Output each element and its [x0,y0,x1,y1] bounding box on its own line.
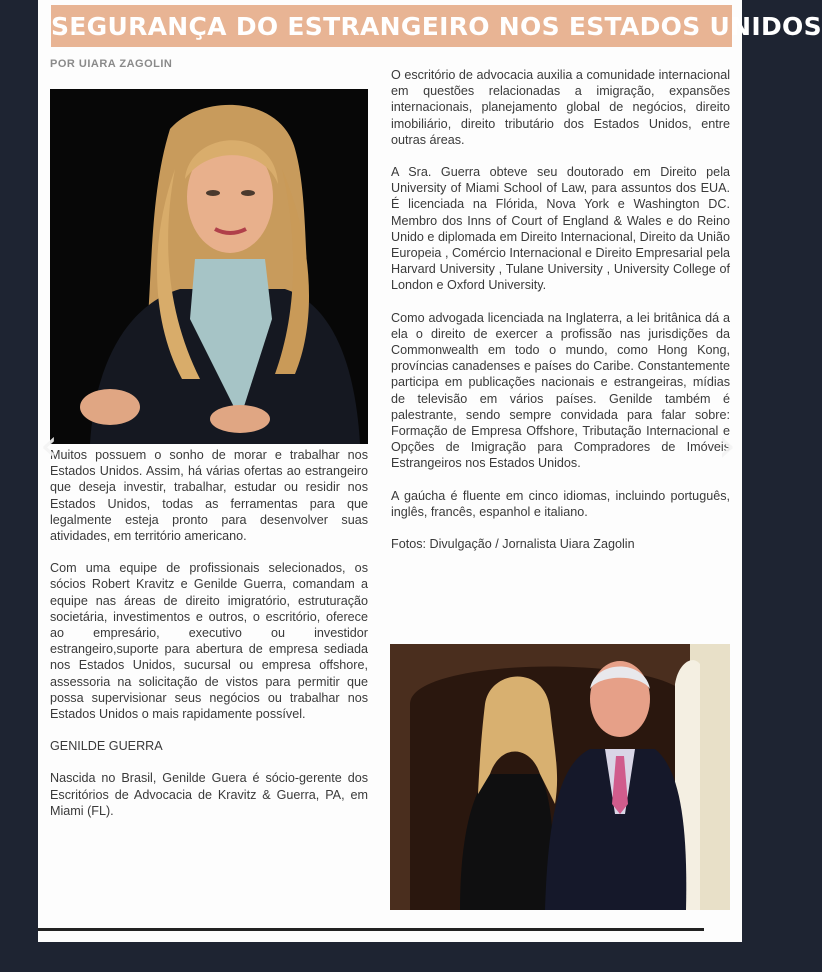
magazine-page [38,0,822,942]
paragraph: A Sra. Guerra obteve seu doutorado em Direito pela University of Miami School of Law, para assuntos dos EUA. É licenciada na Flórida, Nova York e Washington DC. Membro dos Inns of Court of England & Wales e do Reino Unido e diplomada em Direito Internacional, Direito da União Europeia , Comércio Internacional e Direito Empresarial pela Harvard University , Tulane University , University College of London e Oxford University. [391,165,730,293]
event-illustration [390,644,730,910]
section-subheading: GENILDE GUERRA [50,739,163,754]
photo-credit: Fotos: Divulgação / Jornalista Uiara Zagolin [391,537,635,552]
paragraph: Muitos possuem o sonho de morar e trabalhar nos Estados Unidos. Assim, há várias ofertas ao estrangeiro que deseja investir, trabalhar, estudar ou residir nos Estados Unidos, todas as ferramentas para que legalmente esteja pronto para desenvolver suas atividades, em território americano. [50,448,368,544]
portrait-photo [50,89,368,444]
paragraph: Nascida no Brasil, Genilde Guera é sócio-gerente dos Escritórios de Advocacia de Kravitz & Guerra, PA, em Miami (FL). [50,771,368,818]
right-column [391,67,730,568]
portrait-illustration [50,89,368,444]
paragraph: A gaúcha é fluente em cinco idiomas, incluindo português, inglês, francês, espanhol e italiano. [391,488,730,519]
article-title: SEGURANÇA DO ESTRANGEIRO NOS ESTADOS UNIDOS [51,5,732,47]
paragraph: O escritório de advocacia auxilia a comunidade internacional em questões relacionadas a imigração, expansões internacionais, planejamento global de negócios, direito imobiliário, direito tributário dos Estados Unidos, entre outras áreas. [391,68,730,147]
event-photo [390,644,730,910]
paragraph: Como advogada licenciada na Inglaterra, a lei britânica dá a ela o direito de exercer a profissão nas jurisdições da Commonwealth em todo o mundo, como Hong Kong, províncias canadenses e países do Caribe. Constantemente participa em publicações nacionais e estrangeiras, mídias de televisão em vários países. Genilde também é palestrante, sendo sempre convidada para falar sobre: Formação de Empresa Offshore, Tributação Internacional e Opções de Imigração para Compradores de Imóveis Estrangeiros nos Estados Unidos. [391,310,730,471]
bottom-rule [38,928,704,931]
article-byline: POR UIARA ZAGOLIN [50,58,173,70]
left-column [50,447,368,835]
chevron-right-icon[interactable]: › [717,418,737,472]
chevron-left-icon[interactable]: ‹ [39,418,59,472]
paragraph: Com uma equipe de profissionais selecionados, os sócios Robert Kravitz e Genilde Guerra, comandam a equipe nas áreas de direito imigratório, estruturação societária, investimentos e outros, o escritório, oferece ao empresário, executivo ou investidor estrangeiro,suporte para abertura de empresa sediada nos Estados Unidos, sucursal ou empresa offshore, assessoria na solicitação de vistos para permitir que possa supervisionar seus negócios ou trabalhar nos Estados Unidos o mais rapidamente possível. [50,561,368,722]
